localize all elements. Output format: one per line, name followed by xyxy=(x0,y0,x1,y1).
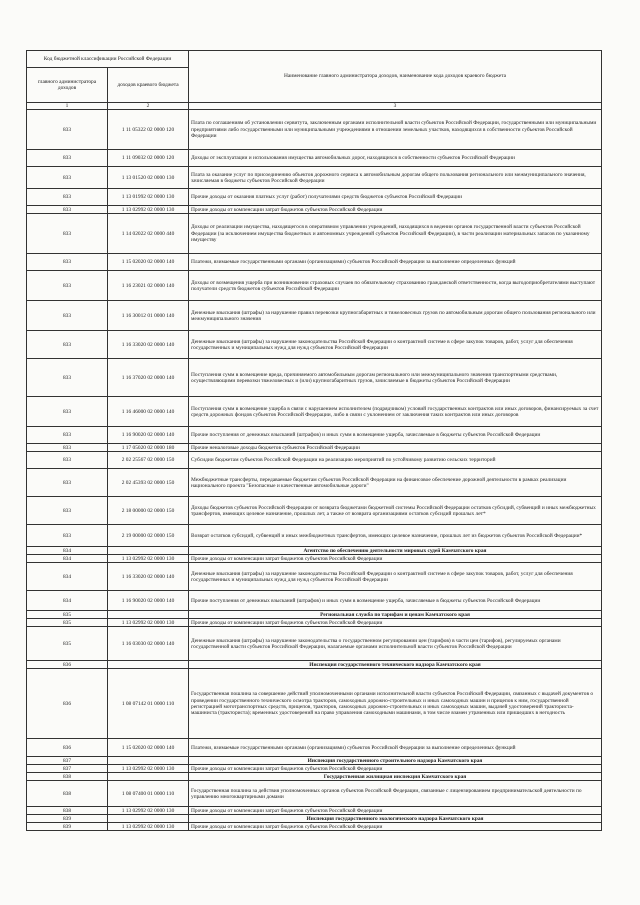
table-row xyxy=(27,206,602,214)
income-code-cell: 1 13 02992 02 0000 130 xyxy=(108,555,189,563)
income-code-cell: 1 16 37020 02 0000 140 xyxy=(108,359,189,397)
table-row xyxy=(27,555,602,563)
admin-code-cell: 833 xyxy=(27,469,108,497)
organization-row xyxy=(27,757,602,765)
income-code-cell: 1 16 90020 02 0000 140 xyxy=(108,427,189,444)
description-cell: Прочие неналоговые доходы бюджетов субъектов Российской Федерации xyxy=(189,444,602,452)
admin-code-cell: 833 xyxy=(27,271,108,301)
description-cell: Прочие доходы от компенсации затрат бюджетов субъектов Российской Федерации xyxy=(189,619,602,627)
admin-code-cell: 833 xyxy=(27,167,108,189)
admin-code-cell: 833 xyxy=(27,189,108,206)
description-cell: Государственная жилищная инспекция Камчатского края xyxy=(189,773,602,781)
income-code-cell: 2 18 00000 02 0000 150 xyxy=(108,497,189,525)
description-cell: Плата за оказание услуг по присоединению объектов дорожного сервиса к автомобильным дорогам общего пользования регионального или межмуниципального значения, зачисляемая в бюджеты субъектов Российской Федерации xyxy=(189,167,602,189)
table-row xyxy=(27,823,602,831)
income-code-cell: 1 16 90020 02 0000 140 xyxy=(108,591,189,611)
admin-code-cell: 839 xyxy=(27,815,108,823)
admin-code-cell: 839 xyxy=(27,823,108,831)
admin-code-cell: 834 xyxy=(27,591,108,611)
column-number: 2 xyxy=(108,103,189,110)
table-row xyxy=(27,167,602,189)
income-code-table xyxy=(26,50,602,831)
table-row xyxy=(27,739,602,757)
income-code-cell: 1 11 09032 02 0000 120 xyxy=(108,150,189,167)
income-code-cell: 2 02 45393 02 0000 150 xyxy=(108,469,189,497)
table-row xyxy=(27,619,602,627)
table-row xyxy=(27,591,602,611)
admin-code-cell: 833 xyxy=(27,427,108,444)
income-code-cell: 1 13 02992 02 0000 130 xyxy=(108,765,189,773)
income-code-cell: 1 13 02992 02 0000 130 xyxy=(108,619,189,627)
table-row xyxy=(27,254,602,271)
description-cell: Прочие доходы от компенсации затрат бюджетов субъектов Российской Федерации xyxy=(189,823,602,831)
description-cell: Региональная служба по тарифам и ценам Камчатского края xyxy=(189,611,602,619)
description-cell: Прочие поступления от денежных взысканий (штрафов) и иных сумм в возмещение ущерба, зачисляемые в бюджеты субъектов Российской Федерации xyxy=(189,427,602,444)
table-row xyxy=(27,271,602,301)
table-row xyxy=(27,444,602,452)
table-row xyxy=(27,110,602,150)
admin-code-cell: 836 xyxy=(27,669,108,739)
admin-code-cell: 833 xyxy=(27,525,108,547)
description-cell: Платежи, взимаемые государственными органами (организациями) субъектов Российской Федерации за выполнение определенных функций xyxy=(189,254,602,271)
description-cell: Денежные взыскания (штрафы) за нарушение законодательства Российской Федерации о контрактной системе в сфере закупок товаров, работ, услуг для обеспечения государственных и муниципальных нужд для нужд субъектов Российской Федерации xyxy=(189,563,602,591)
organization-row xyxy=(27,773,602,781)
admin-code-cell: 833 xyxy=(27,397,108,427)
table-row xyxy=(27,807,602,815)
admin-code-cell: 838 xyxy=(27,807,108,815)
income-code-cell xyxy=(108,611,189,619)
admin-code-cell: 838 xyxy=(27,773,108,781)
table-row xyxy=(27,189,602,206)
income-code-cell xyxy=(108,773,189,781)
admin-code-cell: 833 xyxy=(27,301,108,331)
admin-code-cell: 837 xyxy=(27,765,108,773)
admin-code-cell: 834 xyxy=(27,547,108,555)
admin-code-cell: 833 xyxy=(27,214,108,254)
column-number: 1 xyxy=(27,103,108,110)
table-row xyxy=(27,765,602,773)
description-cell: Доходы от возмещения ущерба при возникновении страховых случаев по обязательному страхованию гражданской ответственности, когда выгодоприобретателями выступают получатели средств бюджетов субъектов Российской Федерации xyxy=(189,271,602,301)
code-group-header: Код бюджетной классификации Российской Федерации xyxy=(27,51,189,68)
table-row xyxy=(27,150,602,167)
income-code-cell: 1 13 02992 02 0000 130 xyxy=(108,807,189,815)
income-code-cell: 2 02 25567 02 0000 150 xyxy=(108,452,189,469)
description-cell: Прочие доходы от оказания платных услуг (работ) получателями средств бюджетов субъектов Российской Федерации xyxy=(189,189,602,206)
table-row xyxy=(27,452,602,469)
description-cell: Прочие доходы от компенсации затрат бюджетов субъектов Российской Федерации xyxy=(189,807,602,815)
admin-code-cell: 833 xyxy=(27,254,108,271)
description-cell: Денежные взыскания (штрафы) за нарушение правил перевозки крупногабаритных и тяжеловесных грузов по автомобильным дорогам общего пользования регионального или межмуниципального значения xyxy=(189,301,602,331)
table-row xyxy=(27,359,602,397)
income-code-cell: 1 13 02992 02 0000 130 xyxy=(108,823,189,831)
income-code-cell xyxy=(108,547,189,555)
admin-code-cell: 835 xyxy=(27,619,108,627)
column-number: 3 xyxy=(189,103,602,110)
income-code-cell: 1 15 02020 02 0000 140 xyxy=(108,254,189,271)
description-cell: Инспекция государственного технического надзора Камчатского края xyxy=(189,661,602,669)
income-code-cell xyxy=(108,815,189,823)
table-row xyxy=(27,469,602,497)
income-code-cell: 1 16 33020 02 0000 140 xyxy=(108,563,189,591)
description-cell: Государственная пошлина за совершение действий уполномоченными органами исполнительной власти субъектов Российской Федерации, связанных с выдачей документов о проведении государственного технического осмотра тракторов, самоходных дорожно-строительных и иных самоходных машин и прицепов к ним, государственной регистрацией мототранспортных средств, прицепов, тракторов, самоходных дорожно-строительных и иных самоходных машин, выдачей удостоверений тракториста-машиниста (тракториста); временных удостоверений на право управления самоходными машинами, в том числе взамен утраченных или пришедших в негодность xyxy=(189,669,602,739)
description-cell: Денежные взыскания (штрафы) за нарушение законодательства Российской Федерации о контрактной системе в сфере закупок товаров, работ, услуг для обеспечения государственных и муниципальных нужд для нужд субъектов Российской Федерации xyxy=(189,331,602,359)
income-code-cell: 1 16 23021 02 0000 140 xyxy=(108,271,189,301)
table-row xyxy=(27,301,602,331)
table-row xyxy=(27,563,602,591)
income-code-cell: 1 15 02020 02 0000 140 xyxy=(108,739,189,757)
income-code-cell: 1 13 01992 02 0000 130 xyxy=(108,189,189,206)
income-code-cell: 1 08 07142 01 0000 110 xyxy=(108,669,189,739)
admin-column-header: главного администратора доходов xyxy=(27,68,108,103)
income-code-cell xyxy=(108,661,189,669)
income-code-cell: 1 16 03030 02 0000 140 xyxy=(108,627,189,661)
header-row-group xyxy=(27,51,602,68)
description-cell: Межбюджетные трансферты, передаваемые бюджетам субъектов Российской Федерации на финансовое обеспечение дорожной деятельности в рамках реализации национального проекта "Безопасные и качественные автомобильные дороги" xyxy=(189,469,602,497)
description-cell: Инспекция государственного экологического надзора Камчатского края xyxy=(189,815,602,823)
admin-code-cell: 838 xyxy=(27,781,108,807)
table-row xyxy=(27,781,602,807)
description-cell: Инспекция государственного строительного надзора Камчатского края xyxy=(189,757,602,765)
table-row xyxy=(27,427,602,444)
description-cell: Прочие доходы от компенсации затрат бюджетов субъектов Российской Федерации xyxy=(189,555,602,563)
description-cell: Доходы бюджетов субъектов Российской Федерации от возврата бюджетами бюджетной системы Российской Федерации остатков субсидий, субвенций и иных межбюджетных трансфертов, имеющих целевое назначение, прошлых лет, а также от возврата организациями остатков субсидий прошлых лет* xyxy=(189,497,602,525)
admin-code-cell: 833 xyxy=(27,110,108,150)
admin-code-cell: 837 xyxy=(27,757,108,765)
table-row xyxy=(27,669,602,739)
description-cell: Поступления сумм в возмещение ущерба в связи с нарушением исполнителем (подрядчиком) условий государственных контрактов или иных договоров, финансируемых за счет средств дорожных фондов субъектов Российской Федерации, либо в связи с уклонением от заключения таких контрактов или иных договоров xyxy=(189,397,602,427)
description-cell: Плата по соглашениям об установлении сервитута, заключенным органами исполнительной власти субъектов Российской Федерации, государственными или муниципальными предприятиями либо государственными или муниципальными учреждениями в отношении земельных участков, находящихся в собственности субъектов Российской Федерации xyxy=(189,110,602,150)
description-cell: Доходы от эксплуатации и использования имущества автомобильных дорог, находящихся в собственности субъектов Российской Федерации xyxy=(189,150,602,167)
organization-row xyxy=(27,815,602,823)
description-cell: Государственная пошлина за действия уполномоченных органов субъектов Российской Федерации, связанные с лицензированием предпринимательской деятельности по управлению многоквартирными домами xyxy=(189,781,602,807)
table-row xyxy=(27,627,602,661)
description-cell: Поступления сумм в возмещение вреда, причиняемого автомобильным дорогам регионального или межмуниципального значения транспортными средствами, осуществляющими перевозки тяжеловесных и (или) крупногабаритных грузов, зачисляемые в бюджеты субъектов Российской Федерации xyxy=(189,359,602,397)
admin-code-cell: 833 xyxy=(27,150,108,167)
income-code-cell: 1 11 05322 02 0000 120 xyxy=(108,110,189,150)
organization-row xyxy=(27,661,602,669)
organization-row xyxy=(27,611,602,619)
income-code-cell: 1 13 01520 02 0000 130 xyxy=(108,167,189,189)
income-column-header: доходов краевого бюджета xyxy=(108,68,189,103)
table-row xyxy=(27,214,602,254)
admin-code-cell: 834 xyxy=(27,555,108,563)
income-code-cell: 2 19 00000 02 0000 150 xyxy=(108,525,189,547)
income-code-cell: 1 16 33020 02 0000 140 xyxy=(108,331,189,359)
description-cell: Доходы от реализации имущества, находящегося в оперативном управлении учреждений, находящихся в ведении органов государственной власти субъектов Российской Федерации (за исключением имущества бюджетных и автономных учреждений субъектов Российской Федерации), в части реализации материальных запасов по указанному имуществу xyxy=(189,214,602,254)
table-row xyxy=(27,397,602,427)
organization-row xyxy=(27,547,602,555)
admin-code-cell: 835 xyxy=(27,627,108,661)
description-cell: Платежи, взимаемые государственными органами (организациями) субъектов Российской Федерации за выполнение определенных функций xyxy=(189,739,602,757)
income-code-cell: 1 16 46000 02 0000 140 xyxy=(108,397,189,427)
admin-code-cell: 833 xyxy=(27,206,108,214)
admin-code-cell: 833 xyxy=(27,331,108,359)
table-row xyxy=(27,525,602,547)
admin-code-cell: 835 xyxy=(27,611,108,619)
description-cell: Прочие доходы от компенсации затрат бюджетов субъектов Российской Федерации xyxy=(189,765,602,773)
admin-code-cell: 836 xyxy=(27,739,108,757)
income-code-cell: 1 17 05020 02 0000 180 xyxy=(108,444,189,452)
description-cell: Прочие доходы от компенсации затрат бюджетов субъектов Российской Федерации xyxy=(189,206,602,214)
income-code-cell: 1 13 02992 02 0000 130 xyxy=(108,206,189,214)
description-cell: Возврат остатков субсидий, субвенций и иных межбюджетных трансфертов, имеющих целевое назначение, прошлых лет из бюджетов субъектов Российской Федерации* xyxy=(189,525,602,547)
admin-code-cell: 836 xyxy=(27,661,108,669)
name-column-header: Наименование главного администратора доходов, наименование кода доходов краевого бюджета xyxy=(189,51,602,103)
description-cell: Прочие поступления от денежных взысканий (штрафов) и иных сумм в возмещение ущерба, зачисляемые в бюджеты субъектов Российской Федерации xyxy=(189,591,602,611)
description-cell: Агентство по обеспечению деятельности мировых судей Камчатского края xyxy=(189,547,602,555)
description-cell: Денежные взыскания (штрафы) за нарушение законодательства о государственном регулировании цен (тарифов) в части цен (тарифов), регулируемых органами государственной власти субъектов Российской Федерации, налагаемые органами исполнительной власти субъектов Российской Федерации xyxy=(189,627,602,661)
income-code-cell: 1 08 07400 01 0000 110 xyxy=(108,781,189,807)
admin-code-cell: 833 xyxy=(27,452,108,469)
admin-code-cell: 833 xyxy=(27,444,108,452)
description-cell: Субсидии бюджетам субъектов Российской Федерации на реализацию мероприятий по устойчивому развитию сельских территорий xyxy=(189,452,602,469)
income-code-cell: 1 16 30012 01 0000 140 xyxy=(108,301,189,331)
admin-code-cell: 833 xyxy=(27,497,108,525)
admin-code-cell: 833 xyxy=(27,359,108,397)
column-number-row xyxy=(27,103,602,110)
income-code-cell: 1 14 02022 02 0000 440 xyxy=(108,214,189,254)
admin-code-cell: 834 xyxy=(27,563,108,591)
table-row xyxy=(27,497,602,525)
income-code-cell xyxy=(108,757,189,765)
table-row xyxy=(27,331,602,359)
